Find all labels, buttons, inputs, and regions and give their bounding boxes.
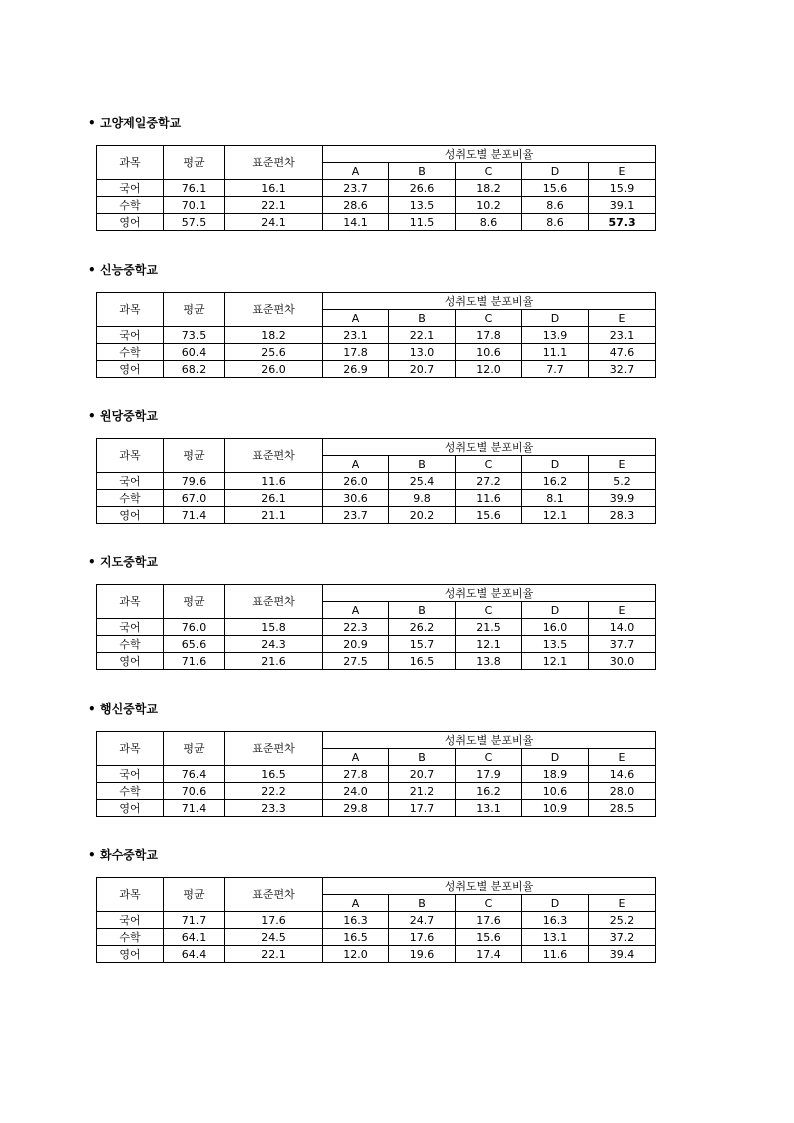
school-heading <box>88 409 158 423</box>
average-cell: 67.0 <box>164 490 225 507</box>
subject-cell: 수학 <box>97 490 164 507</box>
distribution-cell-b: 20.7 <box>389 766 456 783</box>
grade-header-b: B <box>389 602 456 619</box>
distribution-cell-c: 10.2 <box>456 197 522 214</box>
grade-header-b: B <box>389 456 456 473</box>
table-row <box>97 912 656 929</box>
grade-header-a: A <box>323 895 389 912</box>
distribution-cell-a: 26.9 <box>323 361 389 378</box>
distribution-cell-c: 11.6 <box>456 490 522 507</box>
distribution-cell-b: 26.6 <box>389 180 456 197</box>
header-row <box>97 878 656 895</box>
table-row <box>97 327 656 344</box>
subject-header: 과목 <box>97 146 164 180</box>
distribution-cell-c: 12.0 <box>456 361 522 378</box>
subject-cell: 수학 <box>97 636 164 653</box>
distribution-cell-d: 16.2 <box>522 473 589 490</box>
distribution-cell-a: 23.7 <box>323 180 389 197</box>
distribution-cell-e: 37.7 <box>589 636 656 653</box>
distribution-cell-a: 24.0 <box>323 783 389 800</box>
distribution-cell-d: 13.1 <box>522 929 589 946</box>
grade-header-e: E <box>589 602 656 619</box>
distribution-header: 성취도별 분포비율 <box>323 878 656 895</box>
distribution-header: 성취도별 분포비율 <box>323 585 656 602</box>
school-name: 고양제일중학교 <box>100 116 182 130</box>
grade-header-b: B <box>389 310 456 327</box>
distribution-cell-d: 12.1 <box>522 653 589 670</box>
grade-header-c: C <box>456 895 522 912</box>
distribution-cell-e: 14.0 <box>589 619 656 636</box>
subject-cell: 수학 <box>97 344 164 361</box>
average-cell: 71.7 <box>164 912 225 929</box>
grade-header-c: C <box>456 163 522 180</box>
distribution-cell-b: 22.1 <box>389 327 456 344</box>
distribution-header: 성취도별 분포비율 <box>323 146 656 163</box>
grade-header-c: C <box>456 602 522 619</box>
distribution-cell-c: 12.1 <box>456 636 522 653</box>
distribution-cell-e: 28.0 <box>589 783 656 800</box>
school-name: 신능중학교 <box>100 263 158 277</box>
average-cell: 76.1 <box>164 180 225 197</box>
table-row <box>97 214 656 231</box>
distribution-header: 성취도별 분포비율 <box>323 293 656 310</box>
stddev-cell: 24.5 <box>225 929 323 946</box>
distribution-cell-c: 17.8 <box>456 327 522 344</box>
table-row <box>97 946 656 963</box>
table-row <box>97 197 656 214</box>
grade-header-c: C <box>456 749 522 766</box>
stddev-header: 표준편차 <box>225 878 323 912</box>
table-row <box>97 361 656 378</box>
distribution-cell-b: 16.5 <box>389 653 456 670</box>
distribution-cell-b: 15.7 <box>389 636 456 653</box>
distribution-cell-c: 21.5 <box>456 619 522 636</box>
table-row <box>97 619 656 636</box>
distribution-cell-a: 14.1 <box>323 214 389 231</box>
distribution-cell-a: 26.0 <box>323 473 389 490</box>
distribution-cell-a: 17.8 <box>323 344 389 361</box>
subject-cell: 영어 <box>97 946 164 963</box>
average-header: 평균 <box>164 293 225 327</box>
distribution-cell-d: 15.6 <box>522 180 589 197</box>
score-table <box>96 877 656 963</box>
stddev-cell: 24.1 <box>225 214 323 231</box>
distribution-cell-b: 24.7 <box>389 912 456 929</box>
grade-header-d: D <box>522 456 589 473</box>
distribution-cell-e: 5.2 <box>589 473 656 490</box>
average-cell: 71.6 <box>164 653 225 670</box>
distribution-cell-b: 13.0 <box>389 344 456 361</box>
grade-header-b: B <box>389 895 456 912</box>
distribution-cell-b: 13.5 <box>389 197 456 214</box>
average-header: 평균 <box>164 585 225 619</box>
distribution-cell-a: 23.7 <box>323 507 389 524</box>
distribution-cell-c: 17.6 <box>456 912 522 929</box>
distribution-cell-a: 27.5 <box>323 653 389 670</box>
distribution-cell-d: 11.6 <box>522 946 589 963</box>
distribution-cell-d: 12.1 <box>522 507 589 524</box>
distribution-cell-a: 29.8 <box>323 800 389 817</box>
school-heading <box>88 702 158 716</box>
average-cell: 57.5 <box>164 214 225 231</box>
subject-cell: 국어 <box>97 619 164 636</box>
table-row <box>97 929 656 946</box>
distribution-cell-c: 8.6 <box>456 214 522 231</box>
school-heading <box>88 555 158 569</box>
subject-cell: 수학 <box>97 197 164 214</box>
grade-header-c: C <box>456 310 522 327</box>
distribution-cell-e: 47.6 <box>589 344 656 361</box>
school-heading <box>88 263 158 277</box>
subject-header: 과목 <box>97 585 164 619</box>
distribution-header: 성취도별 분포비율 <box>323 732 656 749</box>
header-row <box>97 585 656 602</box>
table-row <box>97 180 656 197</box>
average-header: 평균 <box>164 878 225 912</box>
average-cell: 70.1 <box>164 197 225 214</box>
stddev-cell: 26.0 <box>225 361 323 378</box>
stddev-cell: 11.6 <box>225 473 323 490</box>
grade-header-d: D <box>522 310 589 327</box>
grade-header-a: A <box>323 456 389 473</box>
distribution-cell-c: 15.6 <box>456 929 522 946</box>
score-table <box>96 292 656 378</box>
distribution-cell-d: 13.5 <box>522 636 589 653</box>
distribution-cell-e: 57.3 <box>589 214 656 231</box>
stddev-header: 표준편차 <box>225 585 323 619</box>
subject-cell: 수학 <box>97 783 164 800</box>
stddev-cell: 22.1 <box>225 197 323 214</box>
bullet-icon: • <box>88 555 96 569</box>
header-row <box>97 732 656 749</box>
distribution-cell-a: 30.6 <box>323 490 389 507</box>
distribution-cell-e: 39.4 <box>589 946 656 963</box>
distribution-cell-d: 8.6 <box>522 197 589 214</box>
distribution-cell-d: 11.1 <box>522 344 589 361</box>
school-name: 원당중학교 <box>100 409 158 423</box>
school-name: 화수중학교 <box>100 848 158 862</box>
average-cell: 68.2 <box>164 361 225 378</box>
distribution-cell-b: 11.5 <box>389 214 456 231</box>
bullet-icon: • <box>88 848 96 862</box>
score-table <box>96 731 656 817</box>
subject-header: 과목 <box>97 293 164 327</box>
stddev-header: 표준편차 <box>225 732 323 766</box>
distribution-cell-c: 10.6 <box>456 344 522 361</box>
stddev-cell: 22.2 <box>225 783 323 800</box>
average-header: 평균 <box>164 439 225 473</box>
distribution-cell-b: 17.7 <box>389 800 456 817</box>
stddev-cell: 17.6 <box>225 912 323 929</box>
stddev-cell: 23.3 <box>225 800 323 817</box>
header-row <box>97 439 656 456</box>
average-cell: 71.4 <box>164 507 225 524</box>
distribution-cell-e: 25.2 <box>589 912 656 929</box>
subject-cell: 수학 <box>97 929 164 946</box>
grade-header-d: D <box>522 749 589 766</box>
grade-header-a: A <box>323 749 389 766</box>
average-cell: 64.4 <box>164 946 225 963</box>
distribution-cell-d: 16.3 <box>522 912 589 929</box>
distribution-cell-a: 22.3 <box>323 619 389 636</box>
distribution-cell-e: 14.6 <box>589 766 656 783</box>
grade-header-c: C <box>456 456 522 473</box>
distribution-cell-e: 23.1 <box>589 327 656 344</box>
bullet-icon: • <box>88 409 96 423</box>
distribution-cell-e: 39.1 <box>589 197 656 214</box>
school-name: 지도중학교 <box>100 555 158 569</box>
distribution-cell-c: 17.9 <box>456 766 522 783</box>
distribution-cell-a: 16.3 <box>323 912 389 929</box>
stddev-cell: 15.8 <box>225 619 323 636</box>
average-cell: 73.5 <box>164 327 225 344</box>
grade-header-a: A <box>323 602 389 619</box>
distribution-cell-d: 8.1 <box>522 490 589 507</box>
subject-cell: 영어 <box>97 800 164 817</box>
average-cell: 79.6 <box>164 473 225 490</box>
distribution-cell-a: 20.9 <box>323 636 389 653</box>
grade-header-e: E <box>589 456 656 473</box>
distribution-cell-c: 27.2 <box>456 473 522 490</box>
distribution-cell-c: 15.6 <box>456 507 522 524</box>
distribution-cell-b: 21.2 <box>389 783 456 800</box>
stddev-cell: 16.1 <box>225 180 323 197</box>
stddev-cell: 26.1 <box>225 490 323 507</box>
average-cell: 65.6 <box>164 636 225 653</box>
distribution-cell-c: 18.2 <box>456 180 522 197</box>
average-cell: 71.4 <box>164 800 225 817</box>
subject-cell: 영어 <box>97 653 164 670</box>
distribution-cell-e: 30.0 <box>589 653 656 670</box>
stddev-cell: 21.6 <box>225 653 323 670</box>
stddev-cell: 18.2 <box>225 327 323 344</box>
distribution-cell-d: 10.9 <box>522 800 589 817</box>
distribution-cell-b: 19.6 <box>389 946 456 963</box>
stddev-header: 표준편차 <box>225 146 323 180</box>
grade-header-e: E <box>589 749 656 766</box>
table-row <box>97 636 656 653</box>
subject-header: 과목 <box>97 878 164 912</box>
average-cell: 70.6 <box>164 783 225 800</box>
distribution-cell-e: 28.3 <box>589 507 656 524</box>
distribution-cell-b: 20.2 <box>389 507 456 524</box>
distribution-cell-d: 18.9 <box>522 766 589 783</box>
table-row <box>97 344 656 361</box>
grade-header-d: D <box>522 163 589 180</box>
table-row <box>97 800 656 817</box>
distribution-cell-b: 9.8 <box>389 490 456 507</box>
subject-cell: 영어 <box>97 214 164 231</box>
grade-header-b: B <box>389 163 456 180</box>
average-cell: 76.4 <box>164 766 225 783</box>
school-heading <box>88 116 181 130</box>
grade-header-e: E <box>589 895 656 912</box>
subject-cell: 국어 <box>97 327 164 344</box>
school-name: 행신중학교 <box>100 702 158 716</box>
distribution-cell-e: 15.9 <box>589 180 656 197</box>
average-header: 평균 <box>164 146 225 180</box>
grade-header-d: D <box>522 602 589 619</box>
distribution-cell-c: 13.8 <box>456 653 522 670</box>
average-cell: 60.4 <box>164 344 225 361</box>
distribution-cell-c: 17.4 <box>456 946 522 963</box>
distribution-cell-d: 10.6 <box>522 783 589 800</box>
subject-cell: 국어 <box>97 766 164 783</box>
stddev-header: 표준편차 <box>225 293 323 327</box>
bullet-icon: • <box>88 116 96 130</box>
distribution-cell-d: 16.0 <box>522 619 589 636</box>
distribution-cell-b: 26.2 <box>389 619 456 636</box>
score-table <box>96 438 656 524</box>
table-row <box>97 507 656 524</box>
distribution-cell-a: 27.8 <box>323 766 389 783</box>
distribution-cell-d: 7.7 <box>522 361 589 378</box>
subject-cell: 영어 <box>97 507 164 524</box>
school-heading <box>88 848 158 862</box>
stddev-cell: 21.1 <box>225 507 323 524</box>
header-row <box>97 293 656 310</box>
table-row <box>97 653 656 670</box>
stddev-cell: 22.1 <box>225 946 323 963</box>
average-header: 평균 <box>164 732 225 766</box>
header-row <box>97 146 656 163</box>
subject-cell: 국어 <box>97 180 164 197</box>
grade-header-e: E <box>589 163 656 180</box>
grade-header-a: A <box>323 163 389 180</box>
distribution-cell-b: 20.7 <box>389 361 456 378</box>
distribution-cell-a: 16.5 <box>323 929 389 946</box>
grade-header-d: D <box>522 895 589 912</box>
table-row <box>97 473 656 490</box>
distribution-cell-b: 17.6 <box>389 929 456 946</box>
bullet-icon: • <box>88 702 96 716</box>
score-table <box>96 584 656 670</box>
distribution-cell-e: 32.7 <box>589 361 656 378</box>
grade-header-b: B <box>389 749 456 766</box>
table-row <box>97 490 656 507</box>
stddev-header: 표준편차 <box>225 439 323 473</box>
stddev-cell: 24.3 <box>225 636 323 653</box>
table-row <box>97 766 656 783</box>
distribution-header: 성취도별 분포비율 <box>323 439 656 456</box>
distribution-cell-c: 16.2 <box>456 783 522 800</box>
distribution-cell-a: 12.0 <box>323 946 389 963</box>
distribution-cell-d: 8.6 <box>522 214 589 231</box>
subject-cell: 국어 <box>97 912 164 929</box>
distribution-cell-b: 25.4 <box>389 473 456 490</box>
bullet-icon: • <box>88 263 96 277</box>
stddev-cell: 25.6 <box>225 344 323 361</box>
score-table <box>96 145 656 231</box>
grade-header-e: E <box>589 310 656 327</box>
grade-header-a: A <box>323 310 389 327</box>
average-cell: 64.1 <box>164 929 225 946</box>
distribution-cell-e: 28.5 <box>589 800 656 817</box>
distribution-cell-d: 13.9 <box>522 327 589 344</box>
subject-header: 과목 <box>97 732 164 766</box>
subject-cell: 국어 <box>97 473 164 490</box>
average-cell: 76.0 <box>164 619 225 636</box>
distribution-cell-c: 13.1 <box>456 800 522 817</box>
distribution-cell-e: 37.2 <box>589 929 656 946</box>
distribution-cell-e: 39.9 <box>589 490 656 507</box>
table-row <box>97 783 656 800</box>
stddev-cell: 16.5 <box>225 766 323 783</box>
distribution-cell-a: 28.6 <box>323 197 389 214</box>
distribution-cell-a: 23.1 <box>323 327 389 344</box>
subject-header: 과목 <box>97 439 164 473</box>
subject-cell: 영어 <box>97 361 164 378</box>
